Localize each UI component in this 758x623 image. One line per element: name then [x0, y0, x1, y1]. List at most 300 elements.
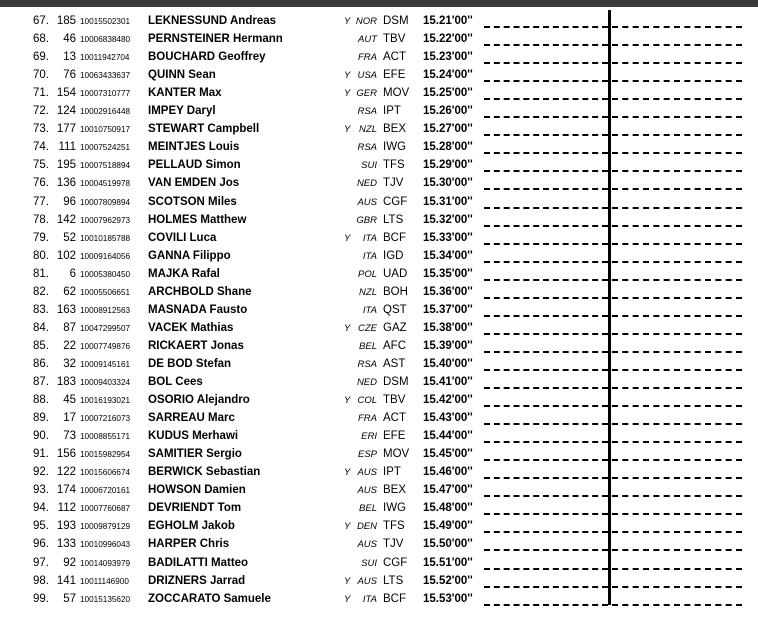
rider-name: BERWICK Sebastian — [148, 466, 261, 479]
uci-id: 10009145161 — [80, 359, 131, 369]
young-rider-flag: Y — [344, 232, 351, 244]
rider-name: DE BOD Stefan — [148, 357, 232, 370]
result-blank-line — [484, 495, 608, 497]
nationality: ITA — [362, 232, 377, 244]
position: 71. — [33, 87, 49, 100]
uci-id: 10014093979 — [80, 558, 131, 568]
young-rider-flag: Y — [344, 70, 351, 82]
notes-blank-line — [612, 297, 742, 299]
bib-number: 136 — [56, 177, 76, 190]
uci-id: 10047299507 — [80, 323, 131, 333]
start-time: 15.29'00'' — [423, 159, 473, 172]
start-time: 15.26'00'' — [423, 105, 473, 118]
young-rider-flag: Y — [344, 88, 351, 100]
start-time: 15.44'00'' — [423, 430, 473, 443]
team-code: EFE — [383, 430, 406, 443]
young-rider-flag: Y — [344, 124, 351, 136]
result-blank-line — [484, 116, 608, 118]
table-row — [0, 337, 758, 355]
uci-id: 10007809894 — [80, 197, 131, 207]
notes-blank-line — [612, 134, 742, 136]
uci-id: 10009403324 — [80, 378, 131, 387]
position: 99. — [33, 592, 49, 605]
notes-blank-line — [612, 387, 742, 389]
table-row — [0, 211, 758, 229]
position: 78. — [33, 213, 49, 226]
result-blank-line — [484, 441, 608, 443]
start-time: 15.32'00'' — [423, 213, 473, 226]
team-code: BOH — [383, 285, 408, 298]
bib-number: 154 — [56, 87, 76, 100]
bib-number: 133 — [56, 538, 76, 551]
notes-blank-line — [612, 116, 742, 118]
nationality: NZL — [359, 124, 377, 136]
nationality: CZE — [358, 322, 377, 334]
position: 97. — [33, 556, 49, 569]
result-blank-line — [484, 351, 608, 353]
position: 88. — [33, 394, 49, 407]
team-code: BEX — [383, 123, 407, 136]
start-time: 15.51'00'' — [423, 556, 473, 569]
team-code: CGF — [383, 195, 408, 208]
start-time: 15.46'00'' — [423, 466, 473, 479]
result-blank-line — [484, 369, 608, 371]
position: 91. — [33, 448, 49, 461]
table-row — [0, 391, 758, 409]
rider-name: PERNSTEINER Hermann — [148, 33, 283, 46]
table-row — [0, 84, 758, 102]
position: 89. — [33, 412, 49, 425]
rider-name: DRIZNERS Jarrad — [148, 574, 246, 587]
bib-number: 46 — [63, 33, 76, 46]
result-blank-line — [484, 477, 608, 479]
start-time: 15.41'00'' — [423, 376, 473, 388]
start-time: 15.23'00'' — [423, 51, 473, 64]
table-row — [0, 283, 758, 301]
young-rider-flag: Y — [344, 395, 351, 407]
position: 86. — [33, 357, 49, 370]
uci-id: 10010185788 — [80, 233, 131, 243]
result-blank-line — [484, 333, 608, 335]
uci-id: 10007749876 — [80, 341, 131, 351]
nationality: FRA — [358, 413, 377, 425]
position: 87. — [33, 376, 49, 388]
table-row — [0, 590, 758, 608]
start-time: 15.36'00'' — [423, 285, 473, 298]
result-blank-line — [484, 207, 608, 209]
result-blank-line — [484, 459, 608, 461]
bib-number: 92 — [63, 556, 76, 569]
team-code: IGD — [383, 249, 404, 262]
table-row — [0, 301, 758, 319]
page-top-bar — [0, 0, 758, 7]
result-blank-line — [484, 531, 608, 533]
start-time: 15.39'00'' — [423, 339, 473, 352]
table-row — [0, 517, 758, 535]
nationality: ERI — [361, 431, 377, 443]
uci-id: 10007760687 — [80, 504, 131, 514]
position: 76. — [33, 177, 49, 190]
table-row — [0, 66, 758, 84]
uci-id: 10011942704 — [80, 53, 130, 63]
nationality: AUT — [358, 34, 377, 46]
team-code: CGF — [383, 556, 408, 569]
team-code: IPT — [383, 466, 401, 479]
nationality: GBR — [356, 214, 377, 226]
team-code: IWG — [383, 502, 406, 515]
result-blank-line — [484, 188, 608, 190]
nationality: AUS — [357, 485, 377, 497]
start-time: 15.45'00'' — [423, 448, 473, 461]
rider-name: HOLMES Matthew — [148, 213, 247, 226]
team-code: EFE — [383, 69, 406, 82]
bib-number: 112 — [57, 502, 76, 515]
result-blank-line — [484, 387, 608, 389]
table-row — [0, 409, 758, 427]
nationality: COL — [357, 395, 377, 407]
rider-name: MASNADA Fausto — [148, 303, 248, 316]
table-row — [0, 319, 758, 337]
uci-id: 10006838480 — [80, 35, 131, 45]
start-time: 15.42'00'' — [423, 394, 473, 407]
position: 70. — [33, 69, 49, 82]
uci-id: 10005380450 — [80, 269, 131, 279]
nationality: AUS — [357, 467, 377, 479]
table-row — [0, 193, 758, 211]
rider-name: HOWSON Damien — [148, 484, 246, 497]
team-code: DSM — [383, 15, 409, 27]
result-blank-line — [484, 243, 608, 245]
team-code: IWG — [383, 141, 406, 154]
result-blank-line — [484, 315, 608, 317]
rider-name: ZOCCARATO Samuele — [148, 592, 271, 605]
position: 96. — [33, 538, 49, 551]
rider-name: MAJKA Rafal — [148, 267, 220, 280]
table-row — [0, 445, 758, 463]
bib-number: 45 — [63, 394, 76, 407]
nationality: NZL — [359, 286, 377, 298]
table-row — [0, 554, 758, 572]
nationality: NED — [356, 178, 377, 190]
bib-number: 193 — [56, 520, 76, 533]
uci-id: 10002916448 — [80, 107, 131, 117]
table-row — [0, 572, 758, 590]
table-row — [0, 102, 758, 120]
notes-blank-line — [612, 261, 742, 263]
young-rider-flag: Y — [344, 575, 351, 587]
rider-name: PELLAUD Simon — [148, 159, 241, 172]
young-rider-flag: Y — [344, 322, 351, 334]
position: 85. — [33, 339, 49, 352]
nationality: AUS — [357, 539, 377, 551]
rider-name: SAMITIER Sergio — [148, 448, 242, 461]
rider-name: KUDUS Merhawi — [148, 430, 239, 443]
rider-name: OSORIO Alejandro — [148, 394, 250, 407]
team-code: LTS — [383, 213, 404, 226]
table-row — [0, 355, 758, 373]
bib-number: 87 — [63, 321, 76, 334]
team-code: MOV — [383, 87, 410, 100]
notes-blank-line — [612, 225, 742, 227]
result-blank-line — [484, 26, 608, 28]
position: 84. — [33, 321, 49, 334]
position: 92. — [33, 466, 49, 479]
rider-name: DEVRIENDT Tom — [148, 502, 242, 515]
team-code: BCF — [383, 592, 406, 605]
bib-number: 102 — [56, 249, 76, 262]
rider-name: VACEK Mathias — [148, 321, 234, 334]
table-row — [0, 120, 758, 138]
table-row — [0, 535, 758, 553]
bib-number: 52 — [63, 231, 76, 244]
young-rider-flag: Y — [344, 593, 351, 605]
rider-name: BOL Cees — [148, 376, 203, 388]
uci-id: 10010750917 — [80, 125, 131, 135]
team-code: BEX — [383, 484, 407, 497]
uci-id: 10010996043 — [80, 540, 131, 550]
start-time: 15.30'00'' — [423, 177, 473, 190]
uci-id: 10008855171 — [80, 432, 131, 442]
position: 77. — [33, 195, 49, 208]
position: 74. — [33, 141, 49, 154]
uci-id: 10011146900 — [80, 576, 129, 586]
team-code: ACT — [383, 51, 406, 64]
nationality: NED — [356, 377, 377, 388]
result-blank-line — [484, 405, 608, 407]
notes-blank-line — [612, 405, 742, 407]
notes-blank-line — [612, 333, 742, 335]
start-time: 15.43'00'' — [423, 412, 473, 425]
start-time: 15.52'00'' — [423, 574, 473, 587]
notes-blank-line — [612, 170, 742, 172]
rider-name: LEKNESSUND Andreas — [148, 15, 277, 27]
rider-name: HARPER Chris — [148, 538, 230, 551]
rider-name: SCOTSON Miles — [148, 195, 237, 208]
rider-name: GANNA Filippo — [148, 249, 231, 262]
team-code: MOV — [383, 448, 410, 461]
nationality: GER — [356, 88, 377, 100]
bib-number: 142 — [56, 213, 76, 226]
rider-name: STEWART Campbell — [148, 123, 260, 136]
uci-id: 10007524251 — [80, 143, 131, 153]
notes-blank-line — [612, 279, 742, 281]
start-time: 15.28'00'' — [423, 141, 473, 154]
result-blank-line — [484, 134, 608, 136]
notes-blank-line — [612, 423, 742, 425]
bib-number: 174 — [56, 484, 76, 497]
result-blank-line — [484, 513, 608, 515]
result-blank-line — [484, 586, 608, 588]
bib-number: 73 — [63, 430, 76, 443]
notes-blank-line — [612, 62, 742, 64]
uci-id: 10007962973 — [80, 215, 131, 225]
position: 83. — [33, 303, 49, 316]
nationality: RSA — [357, 142, 377, 154]
rider-name: ARCHBOLD Shane — [148, 285, 252, 298]
start-time: 15.24'00'' — [423, 69, 473, 82]
notes-blank-line — [612, 152, 742, 154]
start-time: 15.47'00'' — [423, 484, 473, 497]
nationality: AUS — [357, 196, 377, 208]
result-blank-line — [484, 152, 608, 154]
uci-id: 10008912563 — [80, 305, 131, 315]
notes-blank-line — [612, 477, 742, 479]
table-row — [0, 48, 758, 66]
result-blank-line — [484, 170, 608, 172]
start-time: 15.34'00'' — [423, 249, 473, 262]
bib-number: 111 — [58, 141, 76, 154]
bib-number: 57 — [63, 592, 76, 605]
result-blank-line — [484, 297, 608, 299]
nationality: FRA — [358, 52, 377, 64]
notes-blank-line — [612, 549, 742, 551]
team-code: AFC — [383, 339, 406, 352]
uci-id: 10016193021 — [80, 396, 131, 406]
notes-blank-line — [612, 188, 742, 190]
nationality: AUS — [357, 575, 377, 587]
result-blank-line — [484, 549, 608, 551]
bib-number: 17 — [63, 412, 76, 425]
team-code: TFS — [383, 520, 405, 533]
uci-id: 10015982954 — [80, 450, 131, 460]
start-time: 15.25'00'' — [423, 87, 473, 100]
table-row — [0, 156, 758, 174]
start-time: 15.21'00'' — [423, 15, 473, 27]
table-row — [0, 499, 758, 517]
position: 90. — [33, 430, 49, 443]
column-divider — [608, 10, 611, 605]
rider-name: SARREAU Marc — [148, 412, 235, 425]
result-blank-line — [484, 225, 608, 227]
result-blank-line — [484, 261, 608, 263]
position: 79. — [33, 231, 49, 244]
notes-blank-line — [612, 604, 742, 606]
position: 82. — [33, 285, 49, 298]
notes-blank-line — [612, 495, 742, 497]
bib-number: 22 — [63, 339, 76, 352]
table-row — [0, 427, 758, 445]
table-row — [0, 229, 758, 247]
bib-number: 195 — [56, 159, 76, 172]
notes-blank-line — [612, 315, 742, 317]
start-time: 15.40'00'' — [423, 357, 473, 370]
bib-number: 141 — [56, 574, 76, 587]
table-row — [0, 247, 758, 265]
table-row — [0, 12, 758, 30]
notes-blank-line — [612, 586, 742, 588]
bib-number: 185 — [56, 15, 76, 27]
bib-number: 156 — [56, 448, 76, 461]
rider-name: IMPEY Daryl — [148, 105, 216, 118]
bib-number: 183 — [56, 376, 76, 388]
position: 93. — [33, 484, 49, 497]
position: 95. — [33, 520, 49, 533]
result-blank-line — [484, 279, 608, 281]
notes-blank-line — [612, 531, 742, 533]
position: 67. — [33, 15, 49, 27]
uci-id: 10007216073 — [80, 414, 131, 424]
uci-id: 10006720161 — [80, 486, 131, 496]
start-time: 15.37'00'' — [423, 303, 473, 316]
notes-blank-line — [612, 369, 742, 371]
notes-blank-line — [612, 459, 742, 461]
start-time: 15.27'00'' — [423, 123, 473, 136]
notes-blank-line — [612, 26, 742, 28]
team-code: ACT — [383, 412, 406, 425]
bib-number: 6 — [69, 267, 76, 280]
uci-id: 10007310777 — [80, 89, 131, 99]
team-code: TJV — [383, 538, 404, 551]
notes-blank-line — [612, 243, 742, 245]
rider-name: EGHOLM Jakob — [148, 520, 235, 533]
nationality: RSA — [357, 106, 377, 118]
nationality: DEN — [356, 521, 377, 533]
table-row — [0, 30, 758, 48]
nationality: USA — [357, 70, 377, 82]
table-row — [0, 463, 758, 481]
team-code: GAZ — [383, 321, 407, 334]
rider-name: KANTER Max — [148, 87, 222, 100]
result-blank-line — [484, 568, 608, 570]
table-row — [0, 174, 758, 192]
notes-blank-line — [612, 351, 742, 353]
table-row — [0, 138, 758, 156]
uci-id: 10015135620 — [80, 594, 131, 604]
bib-number: 163 — [56, 303, 76, 316]
position: 94. — [33, 502, 49, 515]
position: 73. — [33, 123, 49, 136]
bib-number: 177 — [56, 123, 76, 136]
nationality: ITA — [362, 304, 377, 316]
young-rider-flag: Y — [344, 521, 351, 533]
result-blank-line — [484, 62, 608, 64]
rider-name: COVILI Luca — [148, 231, 217, 244]
bib-number: 96 — [63, 195, 76, 208]
rider-name: QUINN Sean — [148, 69, 216, 82]
table-row — [0, 373, 758, 391]
uci-id: 10009164056 — [80, 251, 131, 261]
uci-id: 10063433637 — [80, 71, 131, 81]
uci-id: 10005506651 — [80, 287, 131, 297]
nationality: POL — [357, 268, 377, 280]
nationality: BEL — [359, 340, 377, 352]
nationality: NOR — [355, 16, 377, 27]
team-code: TFS — [383, 159, 405, 172]
nationality: SUI — [361, 160, 377, 172]
result-blank-line — [484, 423, 608, 425]
uci-id: 10007518894 — [80, 161, 131, 171]
uci-id: 10015502301 — [80, 17, 131, 26]
position: 80. — [33, 249, 49, 262]
result-blank-line — [484, 80, 608, 82]
bib-number: 62 — [63, 285, 76, 298]
rider-name: BADILATTI Matteo — [148, 556, 249, 569]
team-code: TBV — [383, 394, 406, 407]
notes-blank-line — [612, 441, 742, 443]
result-blank-line — [484, 44, 608, 46]
start-time: 15.48'00'' — [423, 502, 473, 515]
rider-name: RICKAERT Jonas — [148, 339, 244, 352]
nationality: RSA — [357, 358, 377, 370]
uci-id: 10009879129 — [80, 522, 131, 532]
position: 98. — [33, 574, 49, 587]
notes-blank-line — [612, 207, 742, 209]
position: 72. — [33, 105, 49, 118]
young-rider-flag: Y — [344, 16, 351, 27]
position: 69. — [33, 51, 49, 64]
start-time: 15.53'00'' — [423, 592, 473, 605]
team-code: DSM — [383, 376, 409, 388]
